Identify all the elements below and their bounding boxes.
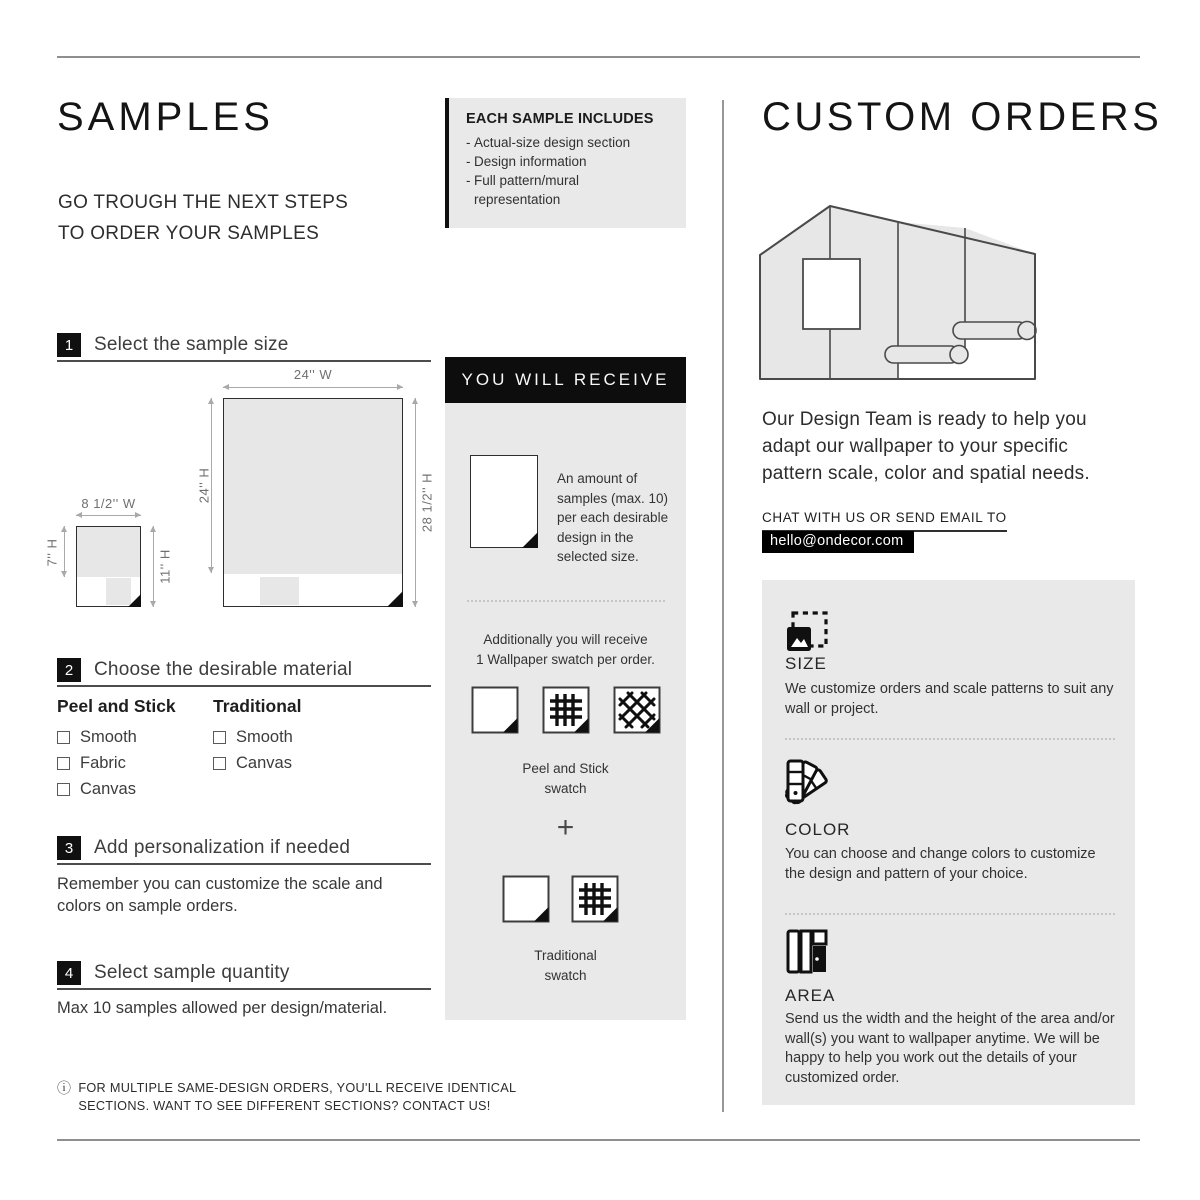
bullet-dash: -	[466, 135, 471, 150]
footnote-line: SECTIONS. WANT TO SEE DIFFERENT SECTIONS? CONTACT US!	[78, 1099, 491, 1114]
step3-description: Remember you can customize the scale and colors on sample orders.	[57, 875, 383, 916]
swatch-label-line: swatch	[544, 968, 587, 984]
intro-line: Our Design Team is ready to help you	[762, 409, 1087, 430]
step1-title: Select the sample size	[94, 334, 289, 355]
step2-header	[57, 658, 431, 687]
swatch-label-line: swatch	[544, 781, 587, 797]
wallpapered-wall-illustration	[757, 197, 1039, 383]
material-option-label: Smooth	[80, 728, 137, 746]
sample-sheet-large	[223, 398, 403, 607]
dotted-divider	[785, 913, 1115, 915]
step1-header	[57, 333, 431, 362]
step4-description: Max 10 samples allowed per design/material.	[57, 999, 388, 1017]
color-swatches-icon	[784, 758, 832, 806]
samples-subtitle	[58, 188, 348, 250]
feature-body-area: Send us the width and the height of the area and/or wall(s) you want to wallpaper anytime. We will be happy to help you work out the details of your customized order.	[785, 1011, 1115, 1087]
subtitle-line: TO ORDER YOUR SAMPLES	[58, 222, 320, 244]
checkbox[interactable]	[213, 731, 226, 744]
swatch-label-line: Traditional	[534, 948, 597, 963]
includes-item	[466, 171, 646, 209]
includes-item-text: Full pattern/mural representation	[474, 173, 580, 208]
includes-item-text: Actual-size design section	[474, 135, 631, 150]
material-group-title: Peel and Stick	[57, 696, 176, 716]
swatch-label-line: Peel and Stick	[522, 761, 609, 776]
sample-size-diagram-large	[195, 365, 445, 625]
size-image-icon	[784, 606, 830, 654]
each-sample-includes-box	[445, 98, 686, 228]
feature-body-size: We customize orders and scale patterns to suit any wall or project.	[785, 681, 1114, 717]
material-option[interactable]	[57, 728, 176, 747]
step2-title: Choose the desirable material	[94, 659, 353, 680]
grid-swatch-icon	[542, 686, 590, 734]
step3-title: Add personalization if needed	[94, 837, 351, 858]
additional-line: 1 Wallpaper swatch per order.	[476, 652, 655, 668]
subtitle-line: GO TROUGH THE NEXT STEPS	[58, 192, 349, 213]
feature-title-area: AREA	[785, 986, 836, 1005]
height-dimension-arrow	[415, 398, 416, 607]
grid-swatch-icon	[571, 875, 619, 923]
includes-item	[466, 133, 676, 152]
checkbox[interactable]	[57, 757, 70, 770]
material-option[interactable]	[57, 754, 176, 773]
height-dimension-label: 11'' H	[157, 549, 173, 584]
column-divider	[722, 100, 724, 1112]
height-dimension-arrow	[153, 526, 154, 607]
height-dimension-label: 24'' H	[196, 467, 212, 504]
plus-sign: +	[556, 811, 575, 844]
custom-orders-title: CUSTOM ORDERS	[762, 95, 1163, 139]
material-option[interactable]	[213, 754, 301, 773]
info-icon: ⓘ	[57, 1080, 72, 1096]
width-dimension-arrow	[223, 387, 403, 388]
step3-header	[57, 836, 431, 865]
step2-number-badge: 2	[57, 658, 81, 682]
folded-corner	[387, 591, 403, 607]
step4-title: Select sample quantity	[94, 962, 290, 983]
chat-with-us-label: CHAT WITH US OR SEND EMAIL TO	[762, 510, 1007, 532]
width-dimension-label: 8 1/2'' W	[81, 496, 136, 511]
step3-number-badge: 3	[57, 836, 81, 860]
width-dimension-arrow	[76, 515, 141, 516]
design-section-area	[224, 399, 402, 574]
material-column-peel-and-stick	[57, 696, 176, 806]
footnote	[57, 1079, 516, 1116]
samples-title: SAMPLES	[57, 95, 274, 139]
plain-swatch-icon	[502, 875, 550, 923]
intro-line: pattern scale, color and spatial needs.	[762, 462, 1090, 484]
material-option[interactable]	[213, 728, 301, 747]
step4-number-badge: 4	[57, 961, 81, 985]
bottom-rule	[57, 1139, 1140, 1141]
width-dimension-label: 24'' W	[293, 367, 333, 382]
step4-header	[57, 961, 431, 990]
material-option-label: Canvas	[236, 754, 292, 772]
contact-email-link[interactable]: hello@ondecor.com	[762, 531, 914, 553]
checkbox[interactable]	[57, 731, 70, 744]
footnote-text	[78, 1079, 516, 1116]
feature-body-color: You can choose and change colors to customize the design and pattern of your choice.	[785, 846, 1096, 882]
checkbox[interactable]	[57, 783, 70, 796]
customization-features-panel	[762, 580, 1135, 1105]
intro-line: adapt our wallpaper to your specific	[762, 435, 1069, 457]
wallpaper-roll	[885, 346, 968, 364]
includes-item	[466, 152, 676, 171]
you-will-receive-header: YOU WILL RECEIVE	[445, 357, 686, 403]
height-dimension-label: 28 1/2'' H	[419, 472, 435, 533]
sample-sheet-icon	[470, 455, 538, 548]
step1-number-badge: 1	[57, 333, 81, 357]
height-dimension-label: 7'' H	[44, 538, 60, 567]
bullet-dash: -	[466, 154, 471, 170]
design-section-area	[77, 527, 140, 577]
height-dimension-arrow	[64, 526, 65, 577]
top-rule	[57, 56, 1140, 58]
includes-title: EACH SAMPLE INCLUDES	[466, 111, 654, 127]
sample-sheet-small	[76, 526, 141, 607]
includes-item-text: Design information	[474, 154, 587, 170]
material-option-label: Canvas	[80, 780, 136, 798]
traditional-swatch-label	[445, 946, 686, 987]
plain-swatch-icon	[471, 686, 519, 734]
crosshatch-swatch-icon	[613, 686, 661, 734]
additional-line: Additionally you will receive	[483, 632, 648, 647]
folded-corner	[522, 532, 538, 548]
bullet-dash: -	[466, 173, 471, 189]
feature-title-color: COLOR	[785, 820, 851, 839]
wallpaper-roll	[953, 322, 1036, 340]
material-column-traditional	[213, 696, 301, 780]
pattern-thumbnail-area	[260, 577, 299, 605]
material-option-label: Fabric	[80, 754, 126, 772]
dotted-divider	[785, 738, 1115, 740]
dotted-divider	[467, 600, 665, 602]
folded-corner	[128, 594, 141, 607]
material-group-title: Traditional	[213, 696, 302, 716]
additional-swatch-text	[453, 630, 678, 671]
feature-title-size: SIZE	[785, 654, 827, 673]
samples-amount-text: An amount of samples (max. 10) per each desirable design in the selected size.	[557, 471, 669, 565]
material-option[interactable]	[57, 780, 176, 799]
custom-orders-intro	[762, 407, 1090, 488]
you-will-receive-panel	[445, 403, 686, 1020]
footnote-line: FOR MULTIPLE SAME-DESIGN ORDERS, YOU'LL RECEIVE IDENTICAL	[78, 1081, 517, 1095]
material-option-label: Smooth	[236, 728, 293, 746]
checkbox[interactable]	[213, 757, 226, 770]
window	[803, 259, 860, 329]
peel-and-stick-swatch-label	[445, 759, 686, 800]
area-panels-icon	[784, 928, 830, 976]
